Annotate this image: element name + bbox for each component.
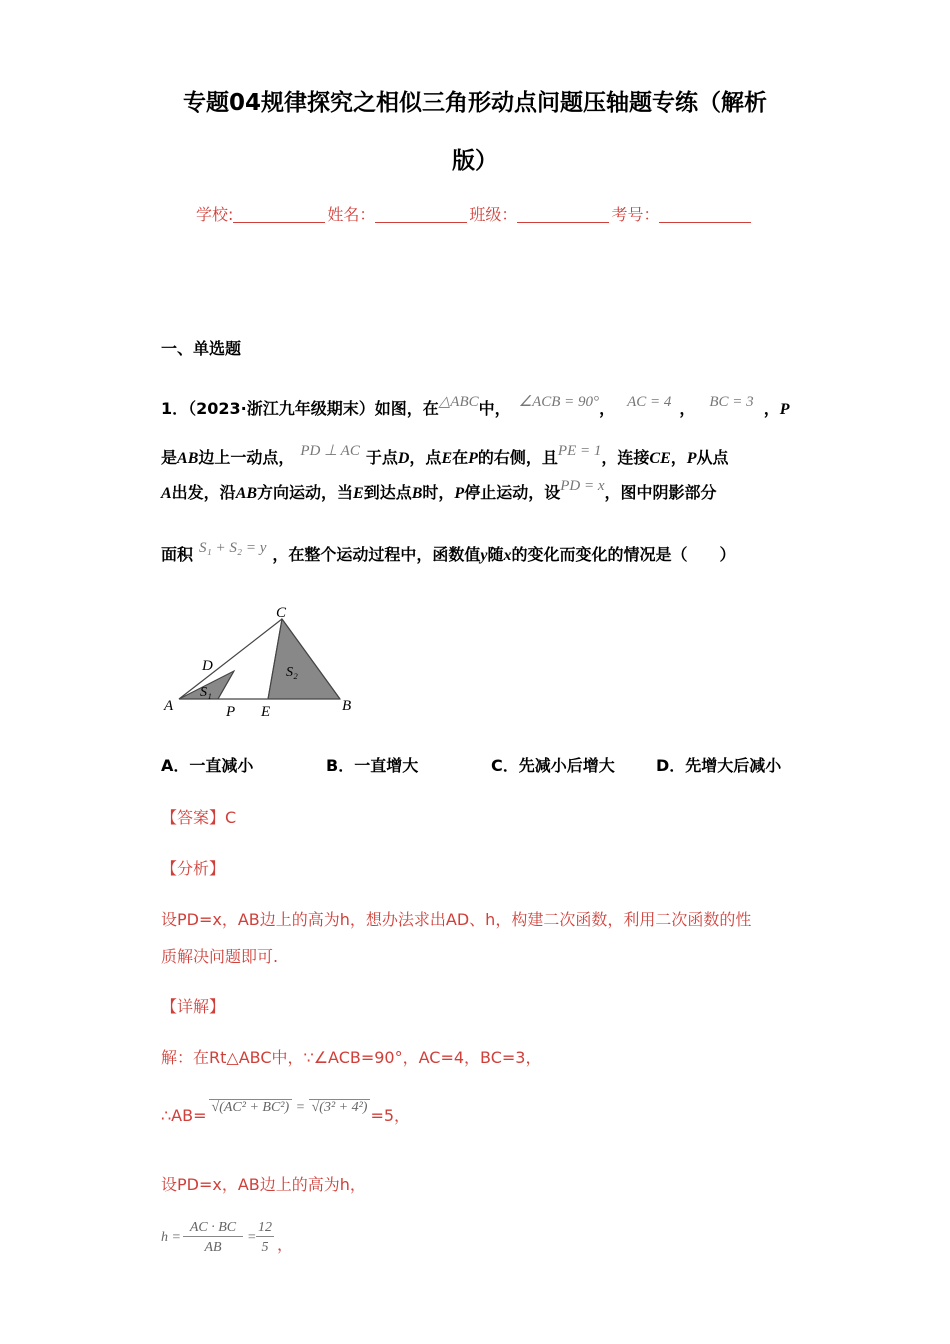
detail-line-2: ∴AB= √(AC² + BC²) = √(3² + 4²) =5，: [161, 1100, 411, 1125]
label-s1: S₁: [200, 685, 212, 700]
label-c: C: [276, 605, 287, 621]
label-a: A: [164, 698, 174, 714]
option-a[interactable]: A．一直减小: [161, 756, 254, 775]
label-d: D: [202, 658, 213, 674]
label-s2: S₂: [286, 665, 298, 680]
analysis-text-2: 质解决问题即可.: [161, 947, 279, 966]
shaded-s2: [268, 619, 340, 699]
label-p: P: [226, 704, 236, 720]
name-label: 姓名：: [327, 205, 376, 224]
option-c[interactable]: C．先减小后增大: [491, 756, 615, 775]
school-blank[interactable]: [233, 206, 325, 223]
label-b: B: [342, 698, 352, 714]
page-title-cont: 版）: [452, 148, 498, 174]
detail-line-1: 解：在Rt△ABC中，∵∠ACB=90°，AC=4，BC=3，: [161, 1048, 542, 1067]
question-line-2: 是AB边上一动点， PD ⊥ AC 于点D，点E在P的右侧，且PE = 1，连接CE，P从点: [161, 443, 729, 467]
name-blank[interactable]: [375, 206, 467, 223]
number-blank[interactable]: [659, 206, 751, 223]
answer-line: 【答案】C: [161, 808, 237, 827]
question-line-3: A出发，沿AB方向运动，当E到达点B时，P停止运动，设PD = x，图中阴影部分: [161, 478, 717, 502]
label-e: E: [261, 704, 271, 720]
number-label: 考号：: [611, 205, 660, 224]
school-label: 学校:: [196, 205, 234, 224]
detail-tag: 【详解】: [161, 997, 226, 1016]
detail-line-3: 设PD=x，AB边上的高为h，: [161, 1175, 366, 1194]
student-info: [196, 202, 753, 225]
option-b[interactable]: B．一直增大: [326, 756, 419, 775]
class-blank[interactable]: [517, 206, 609, 223]
side-ac: [179, 619, 282, 699]
analysis-text-1: 设PD=x，AB边上的高为h，想办法求出AD、h，构建二次函数，利用二次函数的性: [161, 910, 752, 929]
triangle-figure: [158, 598, 368, 723]
option-d[interactable]: D．先增大后减小: [656, 756, 782, 775]
question-line-1: 1．（2023·浙江九年级期末）如图，在△ABC中， ∠ACB = 90°， AC = 4 ， BC = 3 ，P: [161, 394, 790, 418]
page-title: 专题04规律探究之相似三角形动点问题压轴题专练（解析: [182, 90, 767, 116]
analysis-tag: 【分析】: [161, 859, 226, 878]
section-heading: 一、单选题: [161, 339, 242, 358]
class-label: 班级：: [469, 205, 518, 224]
question-line-4: 面积 S₁ + S₂ = y ，在整个运动过程中，函数值y随x的变化而变化的情况是（ ）: [161, 540, 736, 564]
